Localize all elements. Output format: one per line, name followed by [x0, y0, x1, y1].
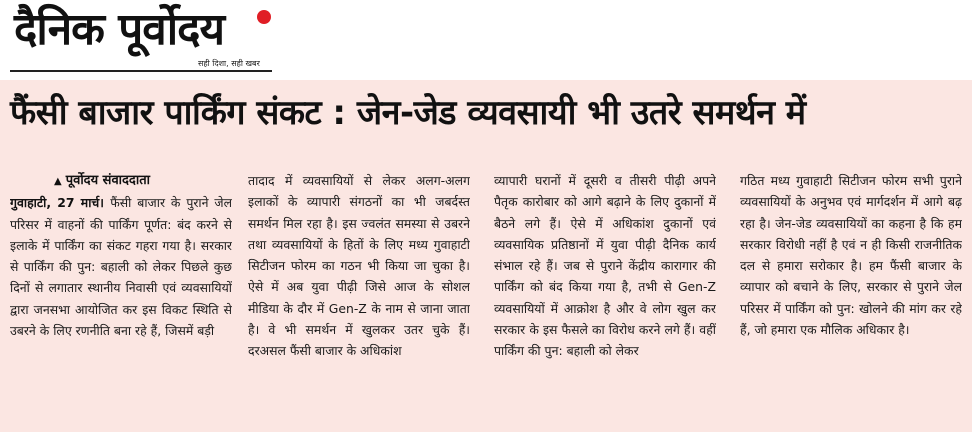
dateline: गुवाहाटी, 27 मार्च।: [10, 195, 111, 211]
newspaper-logo: दैनिक पूर्वोदय: [14, 4, 225, 55]
masthead-tagline: सही दिशा, सही खबर: [198, 59, 260, 68]
column-text: व्यापारी घरानों में दूसरी व तीसरी पीढ़ी अपने पैतृक कारोबार को आगे बढ़ाने के लिए दुकानों में बैठने लगे हैं। ऐसे में अधिकांश दुकानों एवं व्यवसायिक प्रतिष्ठानों में युवा पीढ़ी दैनिक कार्य संभाल रहे हैं। जब से पुराने केंद्रीय कारागार की पार्किंग को बंद किया गया है, तभी से Gen-Z व्यवसायियों में आक्रोश है और वे लोग खुल कर सरकार के इस फैसले का विरोध करने लगे हैं। वहीं पार्किंग की पुन: बहाली को लेकर: [494, 173, 716, 359]
masthead: [0, 0, 972, 78]
article-clipping: [0, 80, 972, 432]
article-body: [10, 170, 966, 428]
article-headline: फैंसी बाजार पार्किंग संकट : जेन-जेड व्यवसायी भी उतरे समर्थन में: [10, 93, 806, 133]
logo-red-dot-icon: [257, 10, 271, 24]
article-column-2: [248, 170, 470, 426]
byline-text: पूर्वोदय संवाददाता: [65, 173, 150, 188]
column-text: तादाद में व्यवसायियों से लेकर अलग-अलग इलाकों के व्यापारी संगठनों का भी जबर्दस्त समर्थन मिल रहा है। इस ज्वलंत समस्या से उबरने तथा व्यवसायियों के हितों के लिए मध्य गुवाहाटी सिटीजन फोरम का गठन भी किया जा चुका है। ऐसे में अब युवा पीढ़ी जिसे आज के सोशल मीडिया के दौर में Gen-Z के नाम से जाना जाता है। वे भी समर्थन में खुलकर उतर चुके हैं। दरअसल फैंसी बाजार के अधिकांश: [248, 173, 470, 359]
article-column-1: [10, 170, 232, 426]
column-text: गठित मध्य गुवाहाटी सिटीजन फोरम सभी पुराने व्यवसायियों के अनुभव एवं मार्गदर्शन में आगे बढ़ रहा है। जेन-जेड व्यवसायियों का कहना है कि हम सरकार विरोधी नहीं है एवं न ही किसी राजनीतिक दल से हमारा सरोकार है। हम फैंसी बाजार के व्यापार को बचाने के लिए, सरकार से पुराने जेल परिसर में पार्किंग को पुन: खोलने की मांग कर रहे हैं, जो हमारा एक मौलिक अधिकार है।: [740, 173, 962, 338]
byline-arrow-icon: ▲: [54, 176, 62, 187]
article-column-4: [740, 170, 962, 426]
masthead-divider: [10, 70, 272, 72]
column-text: फैंसी बाजार के पुराने जेल परिसर में वाहनों की पार्किंग पूर्णत: बंद करने से इलाके में पार्किंग का संकट गहरा गया है। सरकार से पार्किंग की पुन: बहाली को लेकर पिछले कुछ दिनों से लगातार स्थानीय निवासी एवं व्यवसायियों द्वारा जनसभा आयोजित कर इस विकट स्थिति से उबरने के लिए रणनीति बना रहे हैं, जिसमें बड़ी: [10, 195, 232, 339]
byline: [10, 170, 232, 192]
article-column-3: [494, 170, 716, 426]
